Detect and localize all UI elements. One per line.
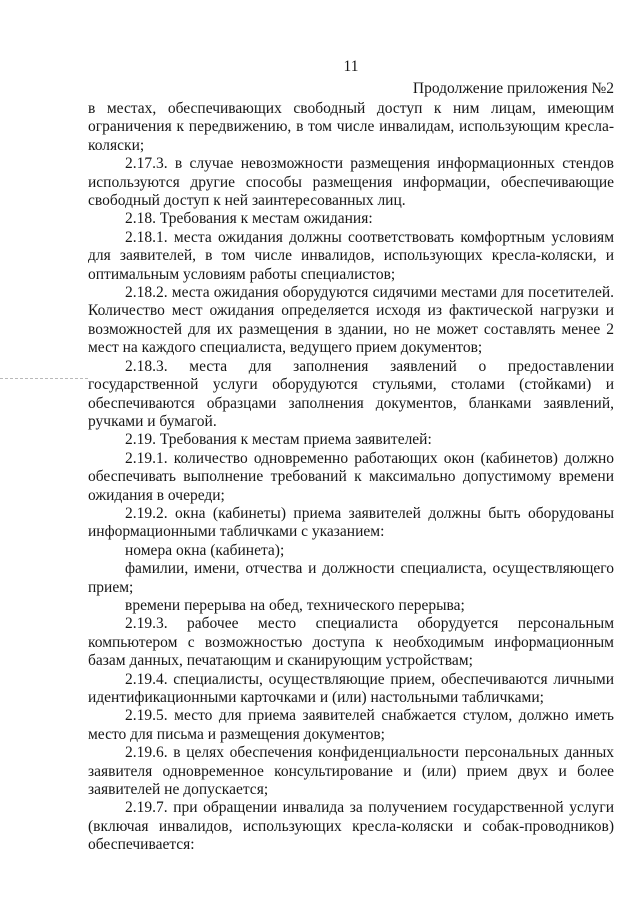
- scan-artifact-line: [0, 378, 88, 379]
- appendix-continuation-note: Продолжение приложения №2: [412, 80, 614, 97]
- paragraph-2-19-7: 2.19.7. при обращении инвалида за получением государственной услуги (включая инвалидов, использующих кресла-коляски и собак-проводников) обеспечивается:: [88, 799, 614, 854]
- paragraph-2-18-2: 2.18.2. места ожидания оборудуются сидячими местами для посетителей. Количество мест ожидания определяется исходя из фактической нагрузки и возможностей для их размещения в здании, но не может составлять менее 2 мест на каждого специалиста, ведущего прием документов;: [88, 284, 614, 357]
- paragraph-2-18-heading: 2.18. Требования к местам ожидания:: [125, 210, 373, 228]
- paragraph-2-19-5: 2.19.5. место для приема заявителей снабжается стулом, должно иметь место для письма и размещения документов;: [88, 707, 614, 743]
- paragraph-2-19-1: 2.19.1. количество одновременно работающих окон (кабинетов) должно обеспечивать выполнение требований к максимально допустимому времени ожидания в очереди;: [88, 449, 614, 504]
- paragraph-2-19-heading: 2.19. Требования к местам приема заявителей:: [125, 431, 432, 449]
- paragraph-2-18-3: 2.18.3. места для заполнения заявлений о предоставлении государственной услуги оборудуются стульями, столами (стойками) и обеспечиваются образцами заполнения документов, бланками заявлений, ручками и бумагой.: [88, 357, 614, 430]
- document-page: [88, 0, 614, 905]
- paragraph-2-19-3: 2.19.3. рабочее место специалиста оборудуется персональным компьютером с возможностью доступа к необходимым информационным базам данных, печатающим и сканирующим устройствам;: [88, 615, 614, 670]
- paragraph-2-17-3: 2.17.3. в случае невозможности размещения информационных стендов используются другие способы размещения информации, обеспечивающие свободный доступ к ней заинтересованных лиц.: [88, 155, 614, 210]
- list-item-window-number: номера окна (кабинета);: [125, 541, 285, 559]
- list-item-break-time: времени перерыва на обед, технического перерыва;: [125, 596, 465, 614]
- paragraph-2-19-4: 2.19.4. специалисты, осуществляющие прием, обеспечиваются личными идентификационными карточками и (или) настольными табличками;: [88, 670, 614, 706]
- document-body: [88, 100, 614, 855]
- paragraph-2-19-6: 2.19.6. в целях обеспечения конфиденциальности персональных данных заявителя одновременное консультирование и (или) прием двух и более заявителей не допускается;: [88, 744, 614, 799]
- paragraph-2-18-1: 2.18.1. места ожидания должны соответствовать комфортным условиям для заявителей, в том числе инвалидов, использующих кресла-коляски, и оптимальным условиям работы специалистов;: [88, 228, 614, 283]
- paragraph-access-locations: в местах, обеспечивающих свободный доступ к ним лицам, имеющим ограничения к передвижению, в том числе инвалидам, использующим кресла-коляски;: [88, 100, 614, 154]
- list-item-specialist-name: фамилии, имени, отчества и должности специалиста, осуществляющего прием;: [88, 560, 614, 596]
- page-number: 11: [343, 58, 359, 75]
- paragraph-2-19-2: 2.19.2. окна (кабинеты) приема заявителей должны быть оборудованы информационными табличками с указанием:: [88, 504, 614, 541]
